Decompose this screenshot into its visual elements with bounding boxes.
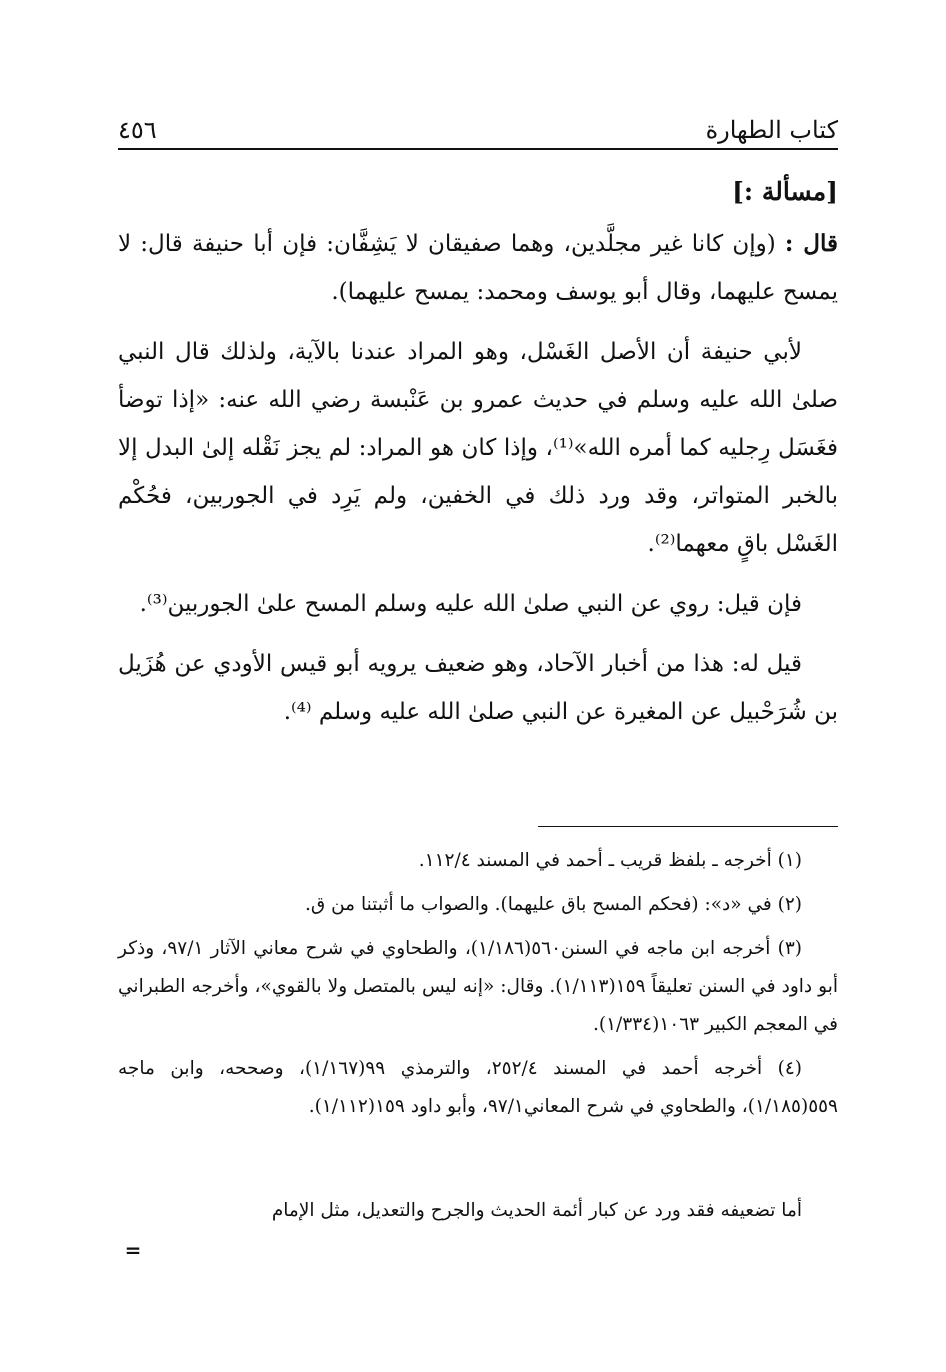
- footnote-divider: [538, 826, 838, 827]
- continuation-note: أما تضعيفه فقد ورد عن كبار أئمة الحديث والجرح والتعديل، مثل الإمام: [271, 1200, 802, 1221]
- section-heading: [مسألة :]: [732, 177, 838, 206]
- paragraph-lead: قال :: [784, 230, 838, 257]
- footnote-4: (٤) أخرجه أحمد في المسند ٢٥٢/٤، والترمذي ٩٩(١/١٦٧)، وصححه، وابن ماجه ٥٥٩(١/١٨٥)، والطحاوي في شرح المعاني٩٧/١، وأبو داود ١٥٩(١/١١٢).: [118, 1058, 838, 1117]
- header-divider: [118, 148, 838, 150]
- footnotes: [118, 842, 838, 1132]
- continuation-mark: =: [124, 1238, 142, 1262]
- footnote-2: (٢) في «د»: (فحكم المسح باق عليهما). والصواب ما أثبتنا من ق.: [304, 894, 802, 915]
- paragraph-2: لأبي حنيفة أن الأصل الغَسْل، وهو المراد عندنا بالآية، ولذلك قال النبي صلىٰ الله عليه وسلم في حديث عمرو بن عَنْبسة رضي الله عنه: «إذا توضأ فغَسَل رِجليه كما أمره الله»⁽¹⁾، وإذا كان هو المراد: لم يجز نَقْله إلىٰ البدل إلا بالخبر المتواتر، وقد ورد ذلك في الخفين، ولم يَرِد في الجوربين، فحُكْم الغَسْل باقٍ معهما⁽²⁾.: [118, 339, 838, 557]
- main-text: [118, 168, 838, 748]
- paragraph-text: (وإن كانا غير مجلَّدين، وهما صفيقان لا يَشِفَّان: فإن أبا حنيفة قال: لا يمسح عليهما، وقال أبو يوسف ومحمد: يمسح عليهما).: [118, 231, 838, 305]
- page-header: [118, 100, 838, 144]
- footnote-1: (١) أخرجه ـ بلفظ قريب ـ أحمد في المسند ١١٢/٤.: [418, 850, 802, 871]
- paragraph-3: فإن قيل: روي عن النبي صلىٰ الله عليه وسلم المسح علىٰ الجوربين⁽³⁾.: [139, 591, 802, 617]
- paragraph-1: [118, 220, 838, 316]
- book-title: كتاب الطهارة: [705, 116, 838, 144]
- paragraph-4: قيل له: هذا من أخبار الآحاد، وهو ضعيف يرويه أبو قيس الأودي عن هُزَيل بن شُرَحْبيل عن المغيرة عن النبي صلىٰ الله عليه وسلم ⁽⁴⁾.: [118, 651, 838, 725]
- page-number: ٤٥٦: [118, 116, 157, 144]
- footnote-3: (٣) أخرجه ابن ماجه في السنن٥٦٠(١/١٨٦)، والطحاوي في شرح معاني الآثار ٩٧/١، وذكر أبو داود في السنن تعليقاً ١٥٩(١/١١٣). وقال: «إنه ليس بالمتصل ولا بالقوي»، وأخرجه الطبراني في المعجم الكبير ١٠٦٣(١/٣٣٤).: [118, 938, 838, 1035]
